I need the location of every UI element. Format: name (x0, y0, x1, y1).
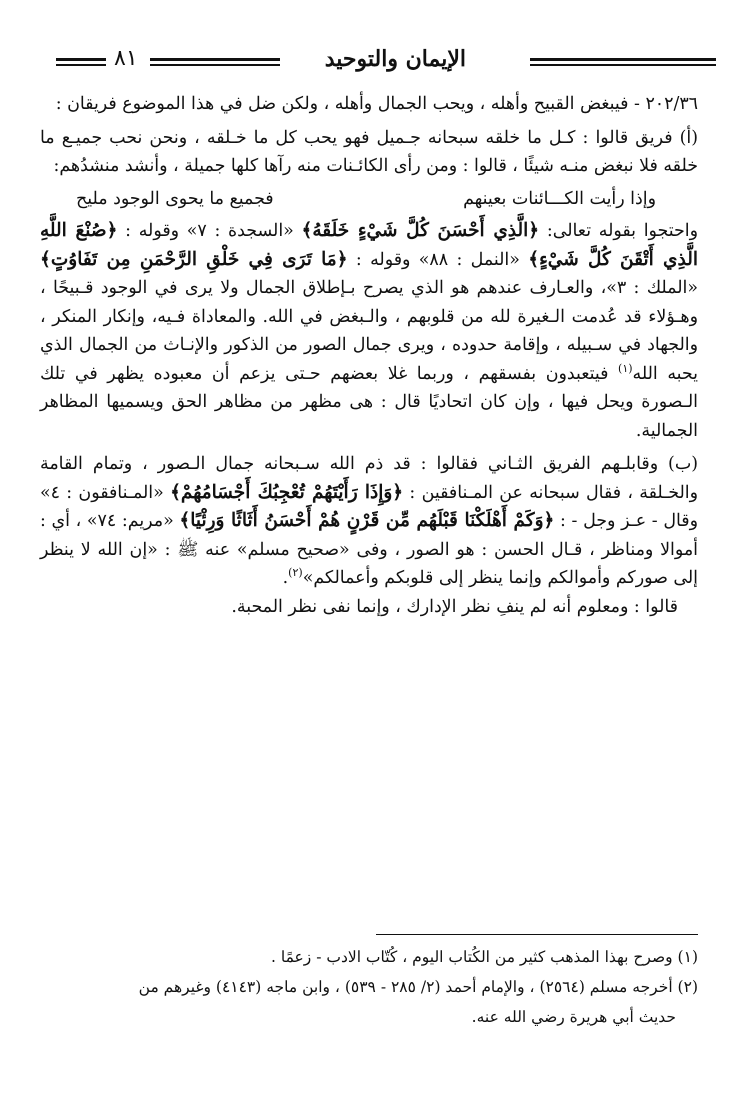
poem-verse (40, 185, 698, 214)
text-run: فيتعبدون بفسقهم ، وربما غلا بعضهم حـتى يزعم أن معبوده يظهر في تلك الـصورة ويحل فيها ، وإن كان اتحاديًا قال : هى مظهر من مظاهر الحق ويسميها المظاهر الجمالية. (40, 363, 698, 441)
footnotes (40, 942, 698, 1032)
poem-first-hemistich: وإذا رأيت الكـــائنات بعينهم (463, 188, 656, 209)
footnote-2: (٢) أخرجه مسلم (٢٥٦٤) ، والإمام أحمد (٢/ ٢٨٥ - ٥٣٩) ، وابن ماجه (٤١٤٣) وغيرهم من (138, 978, 698, 996)
header-rule-right (530, 58, 716, 66)
page-header (56, 46, 716, 80)
header-rule-left (56, 58, 106, 66)
text-run: (ب) وقابلـهم الفريق الثـاني فقالوا : قد ذم الله سـبحانه جمال الـصور ، وتمام القامة والخـلقة ، فقال سبحانه عن المـنافقين : (40, 454, 699, 503)
paragraph-group-b (40, 450, 698, 593)
paragraph-group-a: (أ) فريق قالوا : كـل ما خلقه سبحانه جـميل فهو يحب كل ما خـلقه ، ونحن نحب جميـع ما خلقه فلا نبغض منـه شيئًا ، قالوا : ومن رأى الكائـنات منه رآها كلها جميلة ، وأنشد منشدُهم: (40, 127, 698, 176)
quran-verse: ﴿الَّذِي أَحْسَنَ كُلَّ شَيْءٍ خَلَقَهُ﴾ (301, 220, 540, 241)
footnote-1: (١) وصرح بهذا المذهب كثير من الكُتاب اليوم ، كُتّاب الادب - زعمًا . (271, 948, 698, 966)
footnote-2-continued: حديث أبي هريرة رضي الله عنه. (471, 1008, 676, 1026)
text-run: «الملك : ٣»، والعـارف عندهم هو الذي يصرح بـإطلاق الجمال ولا يرى في الوجود قـبيحًا ، وهـؤلاء قد عُدمت الـغيرة لله من قلوبهم ، والـبغض في الله. والمعاداة فـيه، وإنكار المنكر ، والجهاد في سـبيله ، وإقامة حدوده ، ويرى جمال الصور من الذكور والإنـاث من الجمال الذي يحبه الله (40, 278, 698, 384)
text-run: «مريم: ٧٤» ، أي : أموالا ومناظر ، قـال الحسن : هو الصور ، وفى «صحيح مسلم» عنه ﷺ : «إن الله لا ينظر إلى صوركم وأموالكم وإنما ينظر إلى قلوبكم وأعمالكم» (40, 511, 698, 588)
page-number: ٨١ (114, 46, 138, 71)
quran-verse: ﴿وَإِذَا رَأَيْتَهُمْ تُعْجِبُكَ أَجْسَامُهُمْ﴾ (170, 481, 404, 503)
text-run: «النمل : ٨٨» وقوله : (347, 249, 529, 270)
text-run: «المـنافقون : ٤» وقال - عـز وجل - : (40, 482, 698, 531)
footnote-separator (376, 934, 698, 935)
text-run: «السجدة : ٧» وقوله : (117, 221, 302, 241)
text-run: واحتجوا بقوله تعالى: (539, 221, 698, 241)
header-rule-middle (150, 58, 280, 66)
text-run: . (282, 568, 289, 588)
quran-verse: ﴿مَا تَرَى فِي خَلْقِ الرَّحْمَنِ مِن تَفَاوُتٍ﴾ (40, 248, 348, 270)
running-title: الإيمان والتوحيد (324, 46, 466, 72)
quran-verse: ﴿صُنْعَ اللَّهِ الَّذِي أَتْقَنَ كُلَّ شَيْءٍ﴾ (40, 220, 698, 270)
paragraph-conclusion: قالوا : ومعلوم أنه لم ينفِ نظر الإدارك ، وإنما نفى نظر المحبة. (231, 596, 678, 617)
paragraph-intro: ٢٠٢/٣٦ - فيبغض القبيح وأهله ، ويحب الجمال وأهله ، ولكن ضل في هذا الموضوع فريقان : (55, 94, 698, 114)
footnote-ref-1[interactable]: (١) (618, 361, 633, 375)
main-text (40, 90, 698, 621)
poem-second-hemistich: فجميع ما يحوى الوجود مليح (76, 188, 274, 209)
paragraph-evidence-a (40, 217, 698, 445)
footnote-ref-2[interactable]: (٢) (288, 566, 303, 580)
quran-verse: ﴿وَكَمْ أَهْلَكْنَا قَبْلَهُم مِّن قَرْنٍ هُمْ أَحْسَنُ أَثَاثًا وَرِئْيًا﴾ (179, 510, 555, 531)
